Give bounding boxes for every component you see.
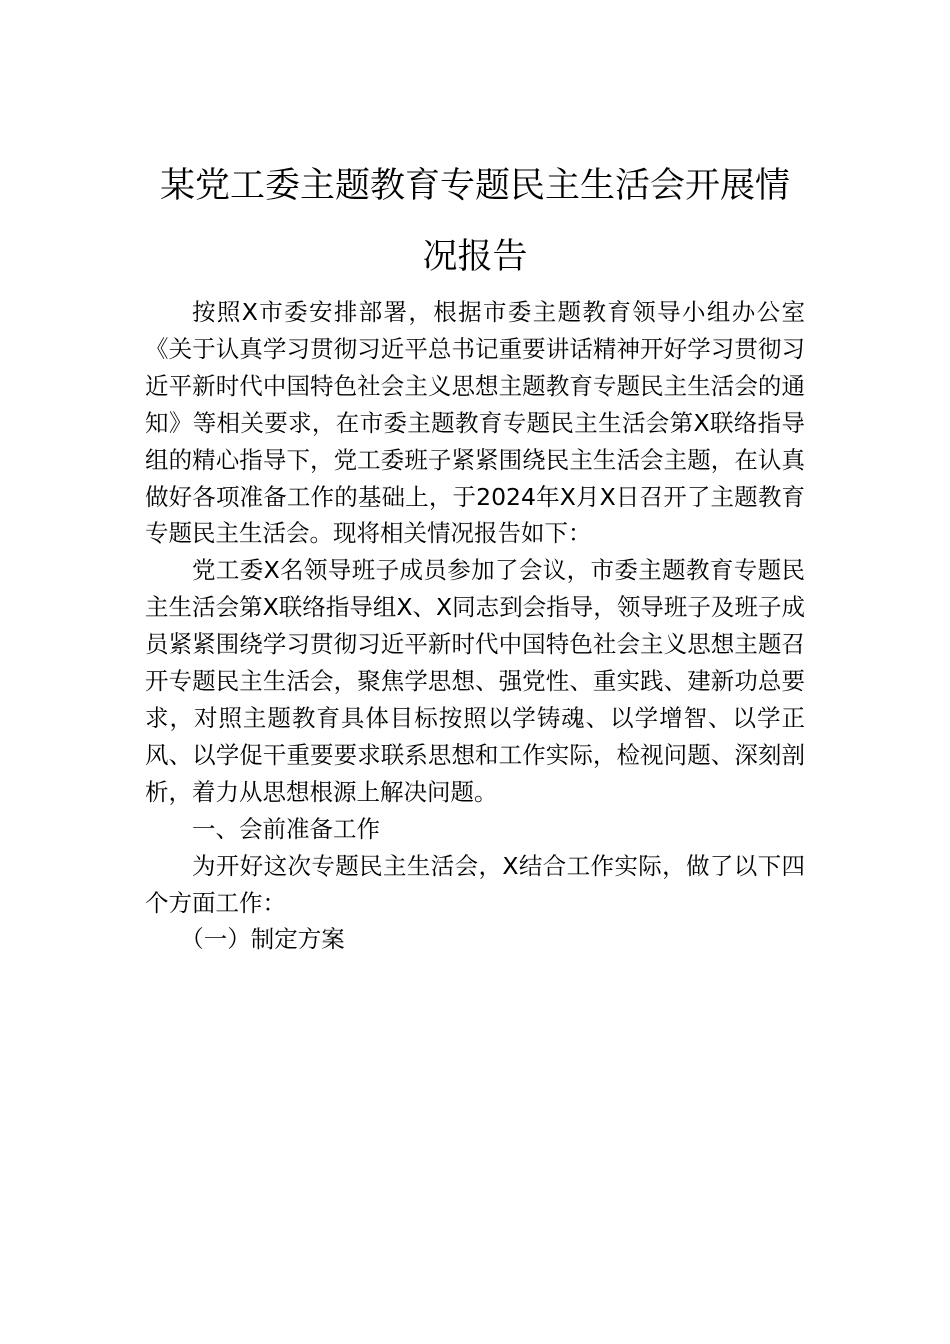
paragraph-preparation: 为开好这次专题民主生活会，X结合工作实际，做了以下四个方面工作：	[145, 851, 805, 917]
paragraph-intro: 按照X市委安排部署，根据市委主题教育领导小组办公室《关于认真学习贯彻习近平总书记重要讲话精神开好学习贯彻习近平新时代中国特色社会主义思想主题教育专题民主生活会的通知》等相关要求，在市委主题教育专题民主生活会第X联络指导组的精心指导下，党工委班子紧紧围绕民主生活会主题，在认真做好各项准备工作的基础上，于2024年X月X日召开了主题教育专题民主生活会。现将相关情况报告如下：	[145, 298, 805, 548]
paragraph-meeting: 党工委X名领导班子成员参加了会议，市委主题教育专题民主生活会第X联络指导组X、X同志到会指导，领导班子及班子成员紧紧围绕学习贯彻习近平新时代中国特色社会主义思想主题召开专题民主生活会，聚焦学思想、强党性、重实践、建新功总要求，对照主题教育具体目标按照以学铸魂、以学增智、以学正风、以学促干重要要求联系思想和工作实际，检视问题、深刻剖析，着力从思想根源上解决问题。	[145, 556, 805, 806]
document-body	[145, 294, 805, 958]
subsection-heading: （一）制定方案	[180, 925, 345, 954]
document-title-line-2: 况报告	[422, 237, 528, 277]
document-title-line-1: 某党工委主题教育专题民主生活会开展情	[159, 166, 790, 206]
section-heading: 一、会前准备工作	[192, 814, 380, 843]
